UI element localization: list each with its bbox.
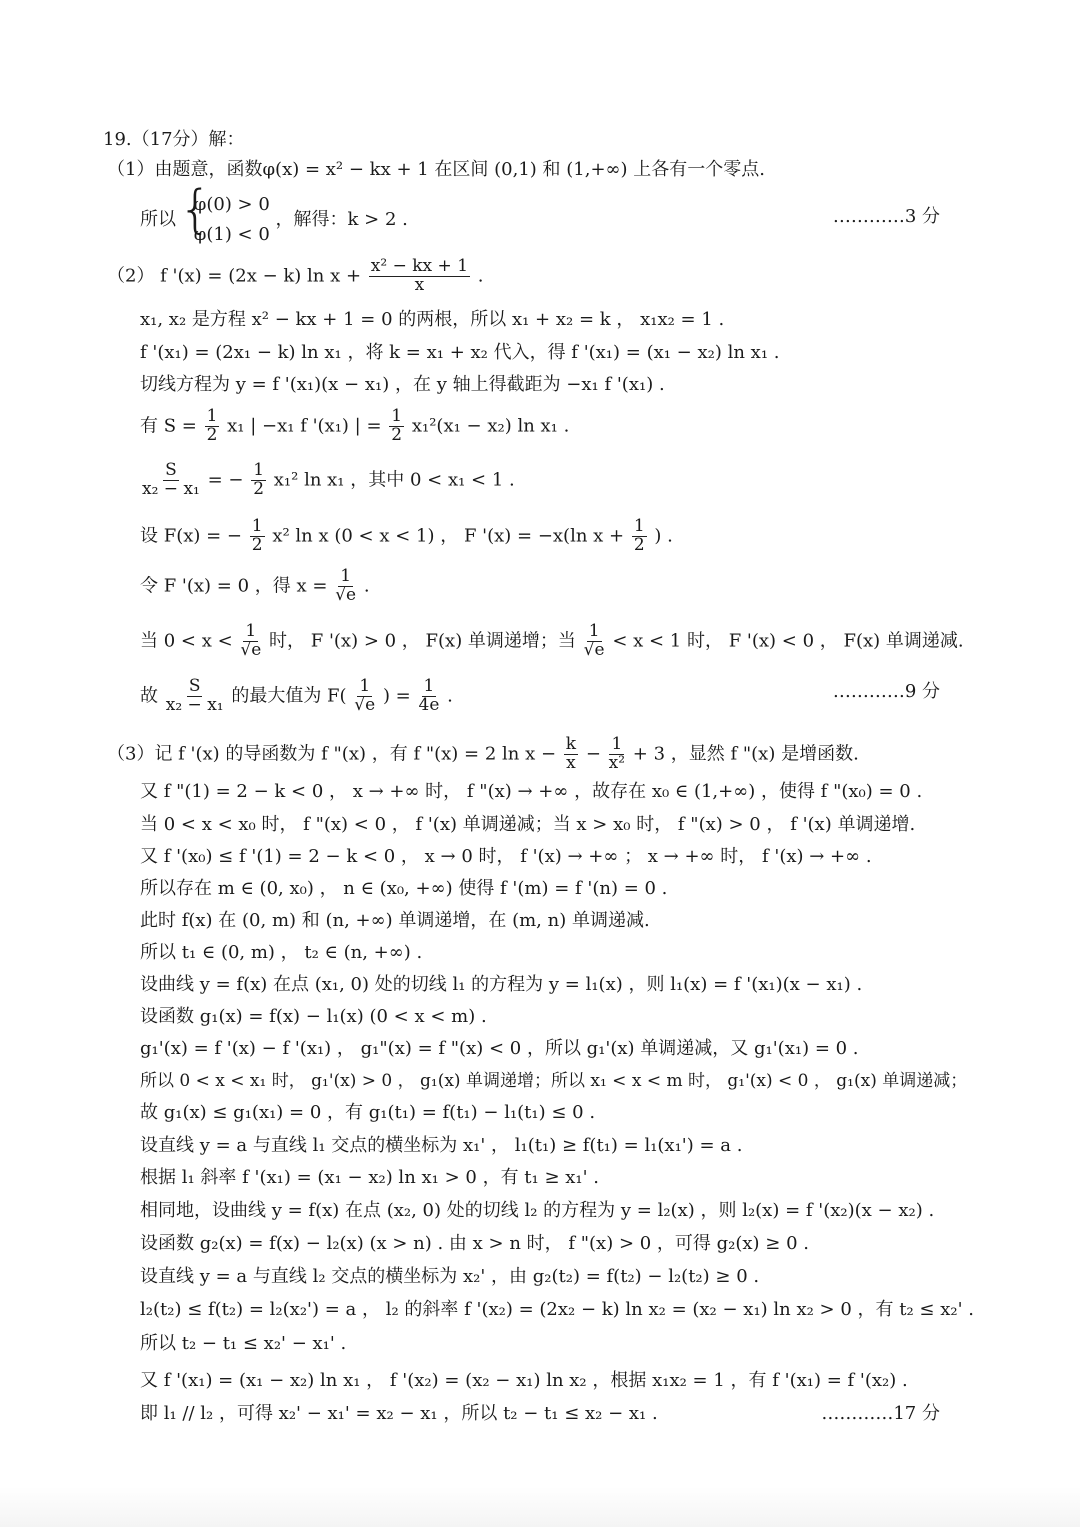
part3-line-6: 此时 f(x) 在 (0, m) 和 (n, +∞) 单调递增，在 (m, n) 单调递减. [140,910,650,931]
fraction: $\frac{1}{4e}$ [418,676,440,715]
inequality-system [182,190,270,250]
part3-line-5: 所以存在 m ∈ (0, x₀) ， n ∈ (x₀, +∞) 使得 f '(m) = f '(n) = 0 . [140,878,668,899]
fraction: $\frac{1}{2}$ [633,516,645,555]
fraction: $\frac{1}{√e}$ [583,621,605,660]
part3-line-17: 设直线 y = a 与直线 l₂ 交点的横坐标为 x₂' ，由 g₂(t₂) = f(t₂) − l₂(t₂) ≥ 0 . [140,1266,760,1287]
sys-row-2: φ(1) < 0 [193,224,270,245]
part2-line-10: 故 $\frac{S}{\text{x₂ − x₁}}$ 的最大值为 F( $\frac{1}{√e}$ ) = $\frac{1}{4e}$ . [140,676,453,715]
part3-line-7: 所以 t₁ ∈ (0, m) ， t₂ ∈ (n, +∞) . [140,942,423,963]
part3-line-10: g₁'(x) = f '(x) − f '(x₁) ， g₁"(x) = f "(x) < 0 ，所以 g₁'(x) 单调递减，又 g₁'(x₁) = 0 . [140,1038,859,1059]
fraction: $\frac{S}{\text{x₂ − x₁}}$ [142,460,200,499]
part3-line-12: 故 g₁(x) ≤ g₁(x₁) = 0 ，有 g₁(t₁) = f(t₁) − l₁(t₁) ≤ 0 . [140,1102,596,1123]
part3-line-18: l₂(t₂) ≤ f(t₂) = l₂(x₂') = a ， l₂ 的斜率 f '(x₂) = (2x₂ − k) ln x₂ = (x₂ − x₁) ln x₂ > 0 ，有 t₂ ≤ x₂' . [140,1299,974,1320]
fraction: $\frac{1}{2}$ [251,516,263,555]
part2-line-4: 切线方程为 y = f '(x₁)(x − x₁) ，在 y 轴上得截距为 −x₁ f '(x₁) . [140,374,665,395]
part3-line-1: （3）记 f '(x) 的导函数为 f "(x) ，有 f "(x) = 2 ln x − $\frac{k}{x}$ − $\frac{1}{\text{x²}}$ + 3 ，显然 f "(x) 是增函数. [107,734,859,773]
fraction: $\frac{1}{2}$ [206,406,218,445]
part1-intro: （1）由题意，函数φ(x) = x² − kx + 1 在区间 (0,1) 和 (1,+∞) 上各有一个零点. [107,159,765,180]
fraction: $\frac{S}{\text{x₂ − x₁}}$ [165,676,224,715]
fraction: $\frac{1}{√e}$ [240,621,262,660]
expr-text: （2） f '(x) = (2x − k) ln x + [107,265,362,287]
page-bottom-shade [0,1487,1080,1527]
part3-line-11: 所以 0 < x < x₁ 时， g₁'(x) > 0 ， g₁(x) 单调递增；所以 x₁ < x < m 时， g₁'(x) < 0 ， g₁(x) 单调递减； [140,1071,968,1091]
score-part1: …………3 分 [832,206,940,227]
part3-line-15: 相同地，设曲线 y = f(x) 在点 (x₂, 0) 处的切线 l₂ 的方程为 y = l₂(x) ，则 l₂(x) = f '(x₂)(x − x₂) . [140,1200,935,1221]
part3-line-9: 设函数 g₁(x) = f(x) − l₁(x) (0 < x < m) . [140,1006,487,1027]
part2-line-9: 当 0 < x < $\frac{1}{√e}$ 时， F '(x) > 0 ， F(x) 单调递增；当 $\frac{1}{√e}$ < x < 1 时， F '(x) < 0 ， F(x) 单调递减. [140,621,964,660]
part3-line-19: 所以 t₂ − t₁ ≤ x₂' − x₁' . [140,1333,347,1354]
score-part2: …………9 分 [832,681,940,702]
part3-line-3: 当 0 < x < x₀ 时， f "(x) < 0 ， f '(x) 单调递减；当 x > x₀ 时， f "(x) > 0 ， f '(x) 单调递增. [140,814,916,835]
fraction: $\frac{k}{x}$ [565,734,577,773]
part3-line-20: 又 f '(x₁) = (x₁ − x₂) ln x₁ ， f '(x₂) = (x₂ − x₁) ln x₂ ，根据 x₁x₂ = 1 ，有 f '(x₁) = f '(x₂) . [140,1370,908,1391]
expr-text: . [477,265,484,287]
fraction: $\frac{1}{√e}$ [335,566,357,605]
fraction: $\frac{1}{\text{x²}}$ [608,734,626,773]
part2-line-5: 有 S = $\frac{1}{2}$ x₁ | −x₁ f '(x₁) | = $\frac{1}{2}$ x₁²(x₁ − x₂) ln x₁ . [140,406,570,445]
part3-line-4: 又 f '(x₀) ≤ f '(1) = 2 − k < 0 ， x → 0 时， f '(x) → +∞ ； x → +∞ 时， f '(x) → +∞ . [140,846,872,867]
part3-line-8: 设曲线 y = f(x) 在点 (x₁, 0) 处的切线 l₁ 的方程为 y = l₁(x) ，则 l₁(x) = f '(x₁)(x − x₁) . [140,974,863,995]
sys-suffix: ，解得：k > 2 . [275,209,408,230]
part3-line-13: 设直线 y = a 与直线 l₁ 交点的横坐标为 x₁' ， l₁(t₁) ≥ f(t₁) = l₁(x₁') = a . [140,1135,743,1156]
sys-prefix: 所以 [140,209,176,230]
fraction: $\frac{1}{2}$ [391,406,403,445]
part2-line-7: 设 F(x) = − $\frac{1}{2}$ x² ln x (0 < x < 1) ， F '(x) = −x(ln x + $\frac{1}{2}$ ) . [140,516,673,555]
part3-line-14: 根据 l₁ 斜率 f '(x₁) = (x₁ − x₂) ln x₁ > 0 ，有 t₁ ≥ x₁' . [140,1167,600,1188]
sys-row-1: { φ(0) > 0 [193,194,270,215]
fraction: $\frac{1}{2}$ [253,460,265,499]
problem-header: 19.（17分）解： [103,129,245,150]
part3-line-16: 设函数 g₂(x) = f(x) − l₂(x) (x > n) . 由 x > n 时， f "(x) > 0 ，可得 g₂(x) ≥ 0 . [140,1233,810,1254]
part2-line-3: f '(x₁) = (2x₁ − k) ln x₁ ，将 k = x₁ + x₂ 代入，得 f '(x₁) = (x₁ − x₂) ln x₁ . [140,342,780,363]
score-part3: …………17 分 [821,1403,940,1424]
fraction: $\frac{1}{√e}$ [354,676,376,715]
part2-line-6: $\frac{S}{\text{x₂ − x₁}}$ = − $\frac{1}{2}$ x₁² ln x₁ ，其中 0 < x₁ < 1 . [142,460,515,499]
fraction: $\frac{\text{x² − kx + 1}}{x}$ [370,256,469,295]
part2-derivative [0,258,1080,295]
part2-line-8: 令 F '(x) = 0 ，得 x = $\frac{1}{√e}$ . [140,566,370,605]
part3-line-21: 即 l₁ // l₂ ，可得 x₂' − x₁' = x₂ − x₁ ，所以 t₂ − t₁ ≤ x₂ − x₁ . [140,1403,658,1424]
part2-line-2: x₁, x₂ 是方程 x² − kx + 1 = 0 的两根，所以 x₁ + x₂ = k ， x₁x₂ = 1 . [140,309,725,330]
part3-line-2: 又 f "(1) = 2 − k < 0 ， x → +∞ 时， f "(x) → +∞ ，故存在 x₀ ∈ (1,+∞) ，使得 f "(x₀) = 0 . [140,781,923,802]
